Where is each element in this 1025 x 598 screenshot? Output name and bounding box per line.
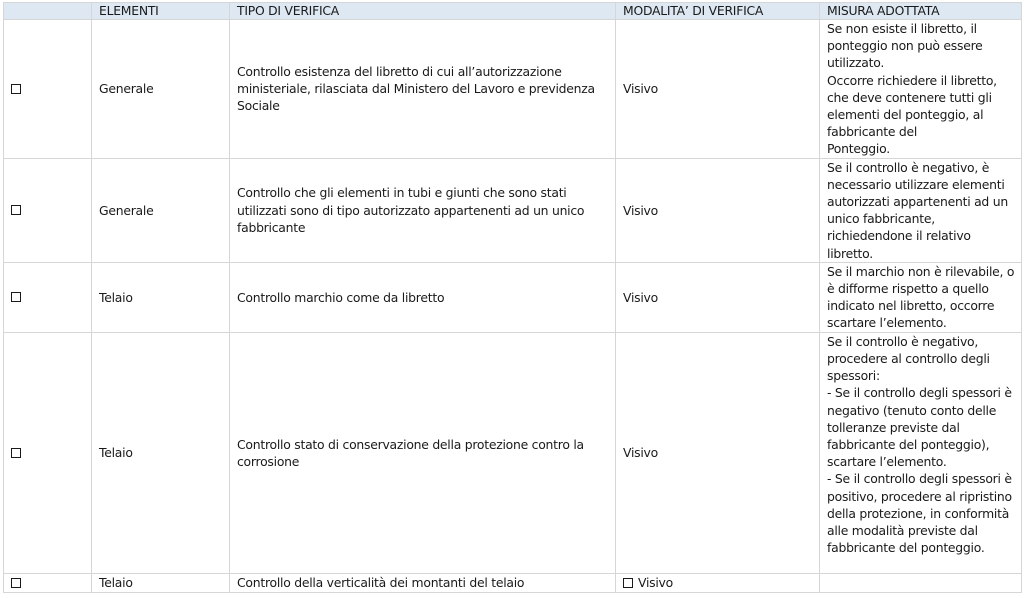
measure-text: Se il controllo è negativo, procedere al controllo degli spessori: <box>827 333 990 384</box>
element-cell: Generale <box>92 20 230 159</box>
verification-mode-cell: Visivo <box>616 158 820 262</box>
measure-text: Ponteggio. <box>827 141 890 157</box>
verification-type-cell: Controllo della verticalità dei montanti del telaio <box>230 573 616 592</box>
table-row <box>4 158 1022 262</box>
checkbox-cell[interactable] <box>4 158 92 262</box>
element-cell: Generale <box>92 158 230 262</box>
table-row <box>4 332 1022 573</box>
measure-text: - Se il controllo degli spessori è negativo (tenuto conto delle tolleranze previste dal fabbricante del ponteggio), scartare l’elemento. <box>827 385 1012 470</box>
verification-mode-cell: Visivo <box>616 332 820 573</box>
measure-text: Se il controllo è negativo, è necessario utilizzare elementi autorizzati appartenenti ad un unico fabbricante, richiedendone il relativo libretto. <box>827 159 1008 261</box>
mode-checkbox-icon[interactable] <box>623 578 633 588</box>
table-row <box>4 20 1022 159</box>
verification-type-cell: Controllo esistenza del libretto di cui all’autorizzazione ministeriale, rilasciata dal Ministero del Lavoro e previdenza Sociale <box>230 20 616 159</box>
table-header-row <box>4 3 1022 20</box>
header-misura-adottata: MISURA ADOTTATA <box>820 3 1022 20</box>
verification-type-cell: Controllo che gli elementi in tubi e giunti che sono stati utilizzati sono di tipo autorizzato appartenenti ad un unico fabbricante <box>230 158 616 262</box>
verification-mode-cell: Visivo <box>616 20 820 159</box>
checkbox-icon[interactable] <box>11 84 21 94</box>
checkbox-icon[interactable] <box>11 578 21 588</box>
header-modalita-di-verifica: MODALITA’ DI VERIFICA <box>616 3 820 20</box>
checkbox-cell[interactable] <box>4 332 92 573</box>
verification-checklist-table <box>3 2 1022 593</box>
checkbox-cell[interactable] <box>4 20 92 159</box>
header-elementi: ELEMENTI <box>92 3 230 20</box>
verification-type-cell: Controllo stato di conservazione della protezione contro la corrosione <box>230 332 616 573</box>
table-row <box>4 573 1022 592</box>
measure-cell <box>820 332 1022 573</box>
verification-mode-cell <box>616 573 820 592</box>
checkbox-cell[interactable] <box>4 573 92 592</box>
checkbox-icon[interactable] <box>11 205 21 215</box>
element-cell: Telaio <box>92 573 230 592</box>
verification-mode-label: Visivo <box>638 575 673 591</box>
element-cell: Telaio <box>92 262 230 332</box>
measure-text: - Se il controllo degli spessori è positivo, procedere al ripristino della protezione, in conformità alle modalità previste dal fabbricante del ponteggio. <box>827 471 1012 556</box>
measure-text: Se non esiste il libretto, il ponteggio non può essere utilizzato. <box>827 21 983 71</box>
verification-type-cell: Controllo marchio come da libretto <box>230 262 616 332</box>
measure-text: Se il marchio non è rilevabile, o è difforme rispetto a quello indicato nel libretto, occorre scartare l’elemento. <box>827 263 1015 331</box>
table-row <box>4 262 1022 332</box>
element-cell: Telaio <box>92 332 230 573</box>
measure-text: Occorre richiedere il libretto, che deve contenere tutti gli elementi del ponteggio, al fabbricante del <box>827 72 997 140</box>
header-checkbox-column <box>4 3 92 20</box>
verification-mode-cell: Visivo <box>616 262 820 332</box>
measure-cell <box>820 158 1022 262</box>
measure-cell <box>820 262 1022 332</box>
checkbox-icon[interactable] <box>11 448 21 458</box>
measure-cell <box>820 573 1022 592</box>
measure-cell <box>820 20 1022 159</box>
header-tipo-di-verifica: TIPO DI VERIFICA <box>230 3 616 20</box>
checkbox-cell[interactable] <box>4 262 92 332</box>
checkbox-icon[interactable] <box>11 292 21 302</box>
